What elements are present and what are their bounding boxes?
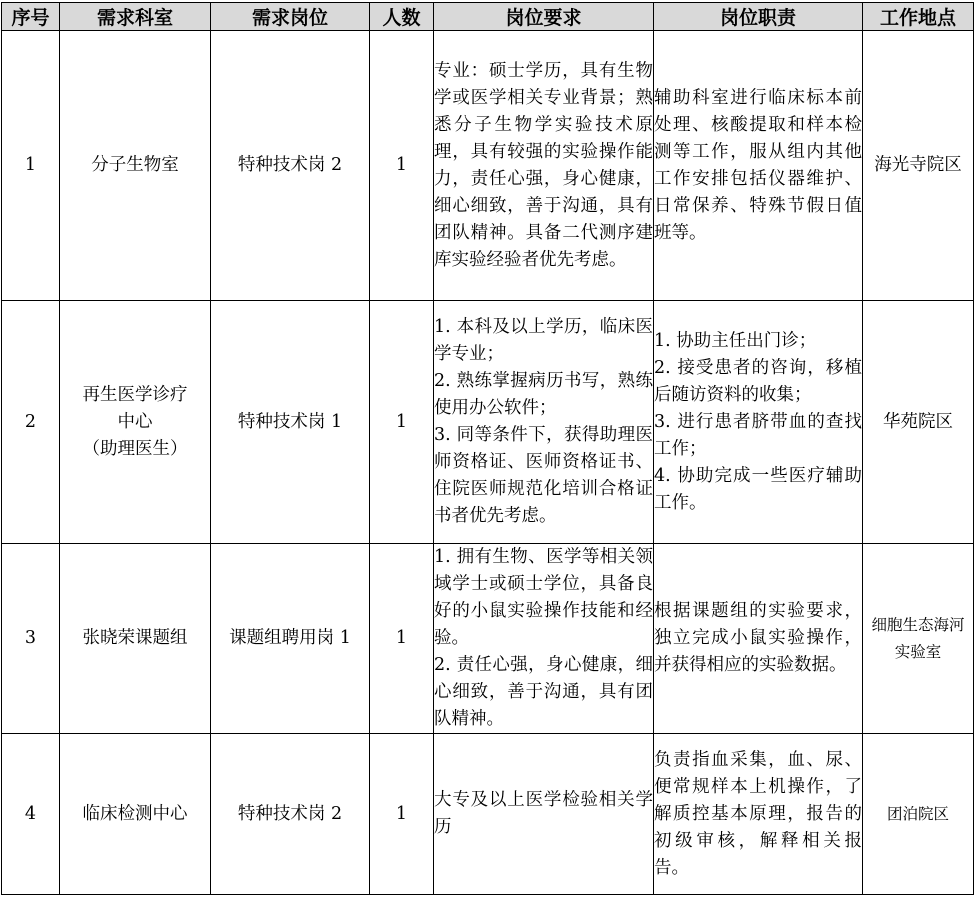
header-cell-dept: 需求科室 xyxy=(60,3,211,31)
header-cell-location: 工作地点 xyxy=(863,3,974,31)
cell-no: 3 xyxy=(2,544,60,734)
table-row xyxy=(2,734,974,895)
cell-location: 海光寺院区 xyxy=(863,31,974,301)
header-row xyxy=(2,3,974,31)
header-cell-post: 需求岗位 xyxy=(211,3,370,31)
duty-line: 辅助科室进行临床标本前处理、核酸提取和样本检测等工作，服从组内其他工作安排包括仪器维护、日常保养、特殊节假日值班等。 xyxy=(654,87,862,243)
cell-duties xyxy=(654,31,863,301)
duty-line: 4. 协助完成一些医疗辅助工作。 xyxy=(654,465,862,513)
cell-requirements xyxy=(434,734,654,895)
requirement-line: 2. 责任心强，身心健康，细心细致，善于沟通，具有团队精神。 xyxy=(434,655,653,729)
dept-line: 临床检测中心 xyxy=(82,803,188,824)
cell-post: 课题组聘用岗 1 xyxy=(211,544,370,734)
requirement-line: 1. 拥有生物、医学等相关领域学士或硕士学位，具备良好的小鼠实验操作技能和经验。 xyxy=(434,547,653,648)
table-row xyxy=(2,301,974,544)
duty-line: 2. 接受患者的咨询，移植后随访资料的收集； xyxy=(654,357,862,405)
table-row xyxy=(2,544,974,734)
cell-duties xyxy=(654,734,863,895)
cell-dept xyxy=(60,544,211,734)
dept-line: 再生医学诊疗中心 xyxy=(82,384,188,432)
cell-post: 特种技术岗 2 xyxy=(211,734,370,895)
requirement-line: 专业：硕士学历，具有生物学或医学相关专业背景；熟悉分子生物学实验技术原理，具有较强的实验操作能力，责任心强，身心健康，细心细致，善于沟通，具有团队精神。具备二代测序建库实验经验者优先考虑。 xyxy=(434,60,653,270)
dept-line: 张晓荣课题组 xyxy=(82,628,188,648)
cell-requirements xyxy=(434,544,654,734)
cell-location: 细胞生态海河实验室 xyxy=(863,544,974,734)
header-cell-count: 人数 xyxy=(370,3,434,31)
duty-line: 根据课题组的实验要求，独立完成小鼠实验操作，并获得相应的实验数据。 xyxy=(654,601,862,675)
cell-location: 华苑院区 xyxy=(863,301,974,544)
dept-line: （助理医生） xyxy=(82,438,188,459)
header-cell-requirements: 岗位要求 xyxy=(434,3,654,31)
cell-count: 1 xyxy=(370,301,434,544)
cell-requirements xyxy=(434,301,654,544)
cell-count: 1 xyxy=(370,544,434,734)
requirement-line: 1. 本科及以上学历，临床医学专业； xyxy=(434,317,653,364)
dept-line: 分子生物室 xyxy=(91,155,179,175)
cell-count: 1 xyxy=(370,31,434,301)
cell-no: 4 xyxy=(2,734,60,895)
table-row xyxy=(2,31,974,301)
header-cell-no: 序号 xyxy=(2,3,60,31)
cell-post: 特种技术岗 2 xyxy=(211,31,370,301)
cell-requirements xyxy=(434,31,654,301)
cell-location: 团泊院区 xyxy=(863,734,974,895)
requirement-line: 2. 熟练掌握病历书写，熟练使用办公软件； xyxy=(434,371,653,418)
cell-post: 特种技术岗 1 xyxy=(211,301,370,544)
cell-count: 1 xyxy=(370,734,434,895)
cell-duties xyxy=(654,544,863,734)
requirement-line: 3. 同等条件下，获得助理医师资格证、医师资格证书、住院医师规范化培训合格证书者优先考虑。 xyxy=(434,425,653,526)
duty-line: 3. 进行患者脐带血的查找工作； xyxy=(654,411,862,459)
cell-duties xyxy=(654,301,863,544)
header-cell-duties: 岗位职责 xyxy=(654,3,863,31)
cell-no: 2 xyxy=(2,301,60,544)
cell-no: 1 xyxy=(2,31,60,301)
duty-line: 1. 协助主任出门诊； xyxy=(654,330,817,351)
recruitment-table xyxy=(1,2,974,895)
cell-dept xyxy=(60,301,211,544)
duty-line: 负责指血采集，血、尿、便常规样本上机操作，了解质控基本原理，报告的初级审核，解释相关报告。 xyxy=(654,749,862,878)
cell-dept xyxy=(60,734,211,895)
cell-dept xyxy=(60,31,211,301)
requirement-line: 大专及以上医学检验相关学历 xyxy=(434,790,653,837)
